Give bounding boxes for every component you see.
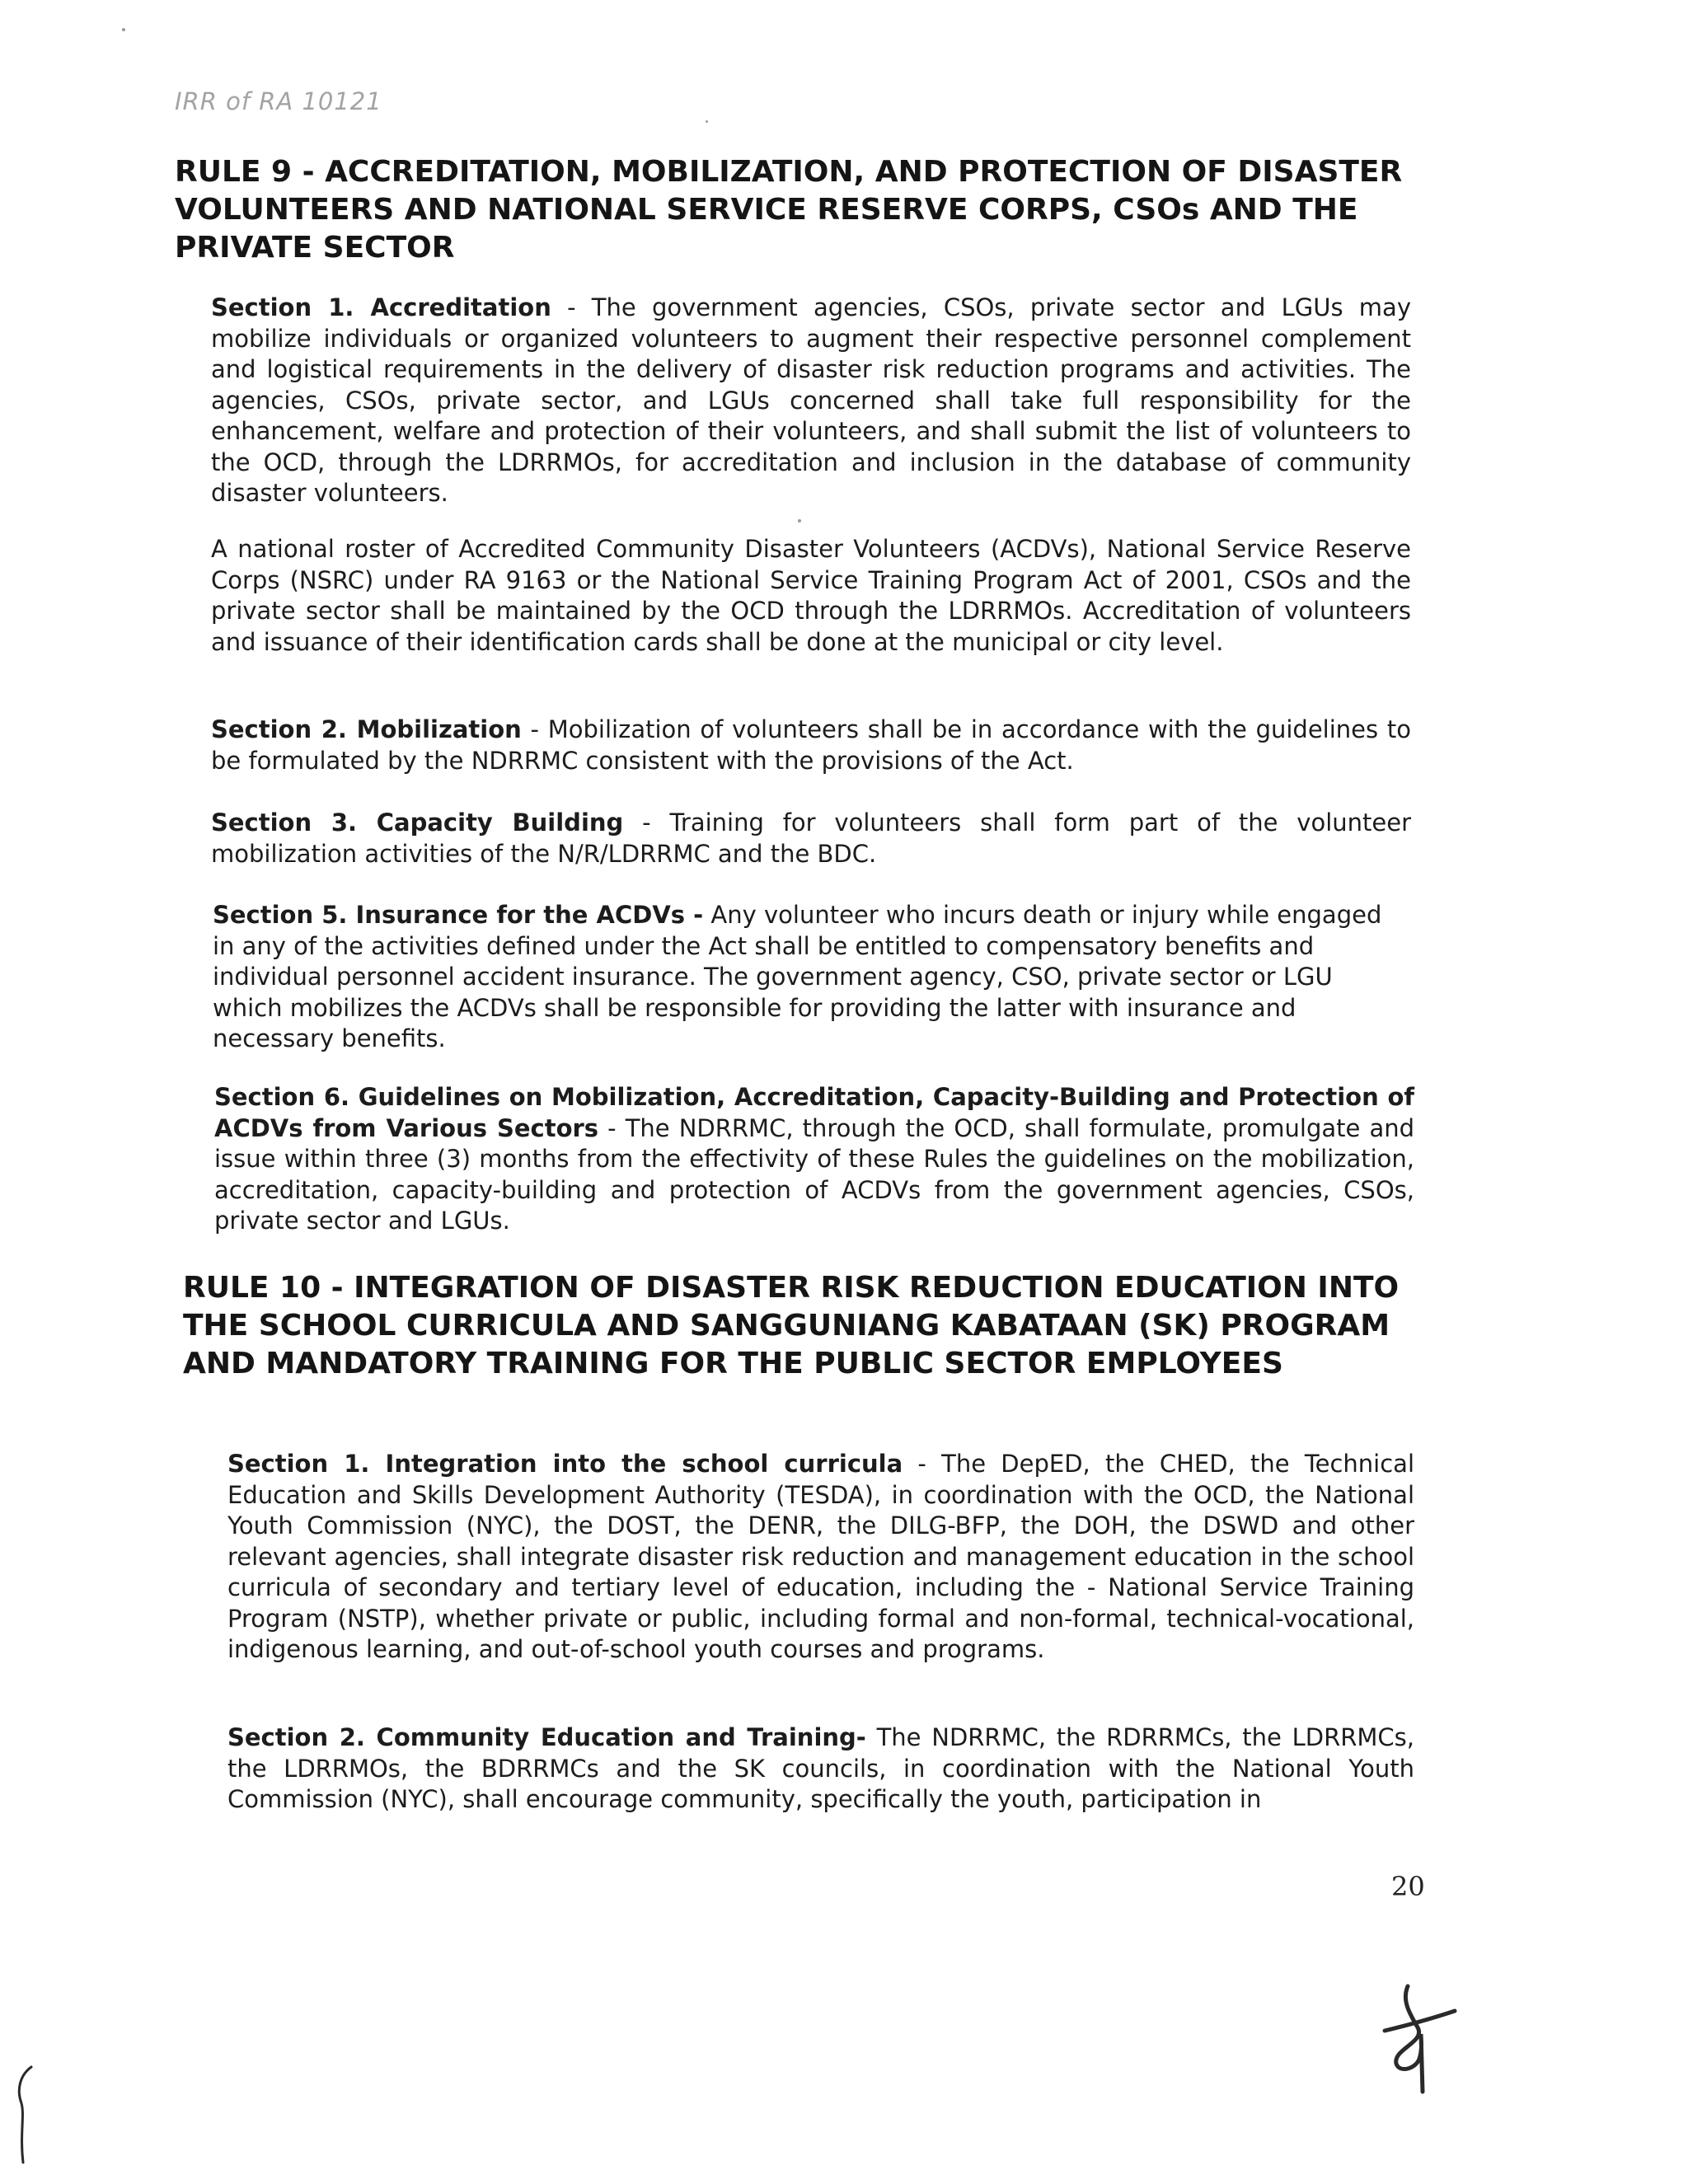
section-body: - Training for volunteers shall form part of the volunteer mobilization activities of the N/R/LDRRMC and the BDC. [211, 808, 1411, 868]
section-body: - The NDRRMC, through the OCD, shall formulate, promulgate and issue within three (3) months from the effectivity of these Rules the guidelines on the mobilization, accreditation, capacity-building and protection of ACDVs from the government agencies, CSOs, private sector and LGUs. [214, 1113, 1414, 1235]
section-title: Section 1. Integration into the school curricula [227, 1450, 903, 1478]
section-body: - Mobilization of volunteers shall be in accordance with the guidelines to be formulated by the NDRRMC consistent with the provisions of the Act. [211, 715, 1411, 775]
scan-speck [122, 28, 125, 31]
rule-9-section-2 [211, 715, 1411, 776]
section-body: - The DepED, the CHED, the Technical Education and Skills Development Authority (TESDA), in coordination with the OCD, the National Youth Commission (NYC), the DOST, the DENR, the DILG-BFP, the DOH, the DSWD and other relevant agencies, shall integrate disaster risk reduction and management education in the school curricula of secondary and tertiary level of education, including the - National Service Training Program (NSTP), whether private or public, including formal and non-formal, technical-vocational, indigenous learning, and out-of-school youth courses and programs. [227, 1450, 1414, 1663]
section-title: Section 2. Mobilization [211, 715, 522, 743]
paragraph-text: A national roster of Accredited Community Disaster Volunteers (ACDVs), National Service Reserve Corps (NSRC) under RA 9163 or the National Service Training Program Act of 2001, CSOs and the private sector shall be maintained by the OCD through the LDRRMOs. Accreditation of volunteers and issuance of their identification cards shall be done at the municipal or city level. [211, 535, 1411, 656]
section-title: Section 2. Community Education and Training- [227, 1723, 866, 1751]
handwritten-initials-mark [1368, 1976, 1459, 2100]
rule-9-section-5 [213, 900, 1383, 1055]
rule-10-heading: RULE 10 - INTEGRATION OF DISASTER RISK REDUCTION EDUCATION INTO THE SCHOOL CURRICULA AND SANGGUNIANG KABATAAN (SK) PROGRAM AND MANDATORY TRAINING FOR THE PUBLIC SECTOR EMPLOYEES [183, 1271, 1400, 1380]
scan-speck [706, 120, 708, 123]
rule-10-section-2 [227, 1722, 1414, 1816]
section-body: Any volunteer who incurs death or injury while engaged in any of the activities defined under the Act shall be entitled to compensatory benefits and individual personnel accident insurance. The government agency, CSO, private sector or LGU which mobilizes the ACDVs shall be responsible for providing the latter with insurance and necessary benefits. [213, 901, 1382, 1052]
rule-9-section-1 [211, 293, 1411, 509]
section-body: - The government agencies, CSOs, private sector and LGUs may mobilize individuals or organized volunteers to augment their respective personnel complement and logistical requirements in the delivery of disaster risk reduction programs and activities. The agencies, CSOs, private sector, and LGUs concerned shall take full responsibility for the enhancement, welfare and protection of their volunteers, and shall submit the list of volunteers to the OCD, through the LDRRMOs, for accreditation and inclusion in the database of community disaster volunteers. [211, 293, 1411, 507]
section-title: Section 1. Accreditation [211, 293, 551, 321]
section-title: Section 3. Capacity Building [211, 808, 624, 837]
page-number: 20 [1391, 1871, 1425, 1902]
handwritten-pen-stroke-mark [8, 2060, 41, 2168]
rule-10-section-1 [227, 1449, 1414, 1666]
rule-9-roster-paragraph [211, 534, 1411, 658]
scan-speck [798, 519, 801, 523]
rule-9-section-6 [214, 1082, 1414, 1237]
section-title: Section 5. Insurance for the ACDVs - [213, 901, 704, 929]
running-header: IRR of RA 10121 [175, 87, 382, 115]
section-title: Section 6. Guidelines on Mobilization, Accreditation, Capacity-Building and Protection of ACDVs from Various Sectors [214, 1083, 1414, 1142]
rule-9-section-3 [211, 808, 1411, 869]
section-body: The NDRRMC, the RDRRMCs, the LDRRMCs, the LDRRMOs, the BDRRMCs and the SK councils, in coordination with the National Youth Commission (NYC), shall encourage community, specifically the youth, participation in [227, 1723, 1414, 1813]
rule-9-heading: RULE 9 - ACCREDITATION, MOBILIZATION, AND PROTECTION OF DISASTER VOLUNTEERS AND NATIONAL SERVICE RESERVE CORPS, CSOs AND THE PRIVATE SECTOR [175, 155, 1403, 265]
